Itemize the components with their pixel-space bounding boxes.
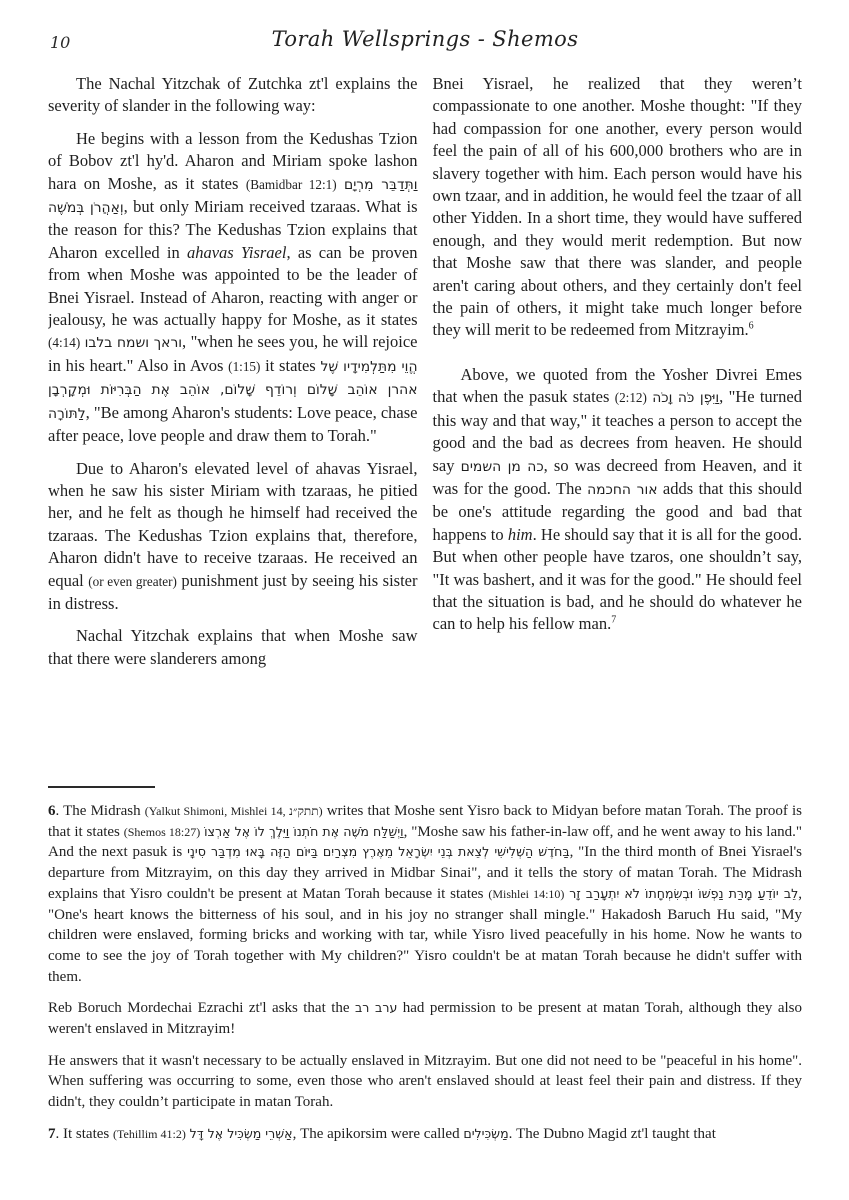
text-run: had permission to be present at matan Torah, although they also weren't enslaved in Mitzrayim! [48,1000,802,1038]
text-run: Due to Aharon's elevated level of ahavas Yisrael, when he saw his sister Miriam with tzaraas, he pitied her, and he felt as though he himself had received the tzaraas. The Kedushas Tzion explains that, therefore, Aharon didn't have to receive tzaraas. He received an equal [48,458,418,590]
source-reference: (Mishlei 14:10) [488,886,565,901]
text-run: , "Moshe saw his father-in-law off, and he went away to his land." And the next pasuk is [48,823,802,861]
text-run: , "when he sees you, he will rejoice in his heart." Also in Avos [48,332,418,375]
paragraph [48,1051,802,1113]
source-reference: (Bamidbar 12:1) [245,176,337,192]
paragraph [48,801,802,987]
italic-text: ahavas Yisrael [186,242,287,262]
italic-text: him [507,524,533,544]
source-reference: (Tehillim 41:2) [113,1126,186,1141]
footnote-number: 7 [48,1125,56,1142]
page-number: 10 [50,33,71,52]
paragraph [48,73,418,118]
paragraph [48,128,418,448]
paragraph [433,73,803,342]
right-column [433,73,803,785]
text-run: , but only Miriam received tzaraas. What is the reason for this? The Kedushas Tzion explains that Aharon excelled in [48,197,418,262]
paragraph [433,364,803,636]
page-title: Torah Wellsprings - Shemos [271,27,579,51]
hebrew-text: וַיִּפֶן כֹּה וָכֹה [652,390,720,407]
text-run: . He should say that it is all for the good. But when other people have tzaros, one shouldn’t say, "It was bashert, and it was for the good." He should feel that the situation is bad, and he should do whatever he can to help his fellow man. [432,524,802,634]
text-run: . The Dubno Magid zt'l taught that [508,1125,716,1142]
text-run: , as can be proven from when Moshe was appointed to be the leader of Bnei Yisrael. Instead of Aharon, reacting with anger or jealousy, he was actually happy for Moshe, as it states [48,242,418,330]
text-run [337,174,344,193]
hebrew-text: מַשְׂכִּילִים [463,1125,509,1141]
hebrew-text: בַּחֹדֶשׁ הַשְּׁלִישִׁי לְצֵאת בְּנֵי יִשְׂרָאֵל מֵאֶרֶץ מִצְרַיִם בַּיּוֹם הַזֶּה בָּאוּ מִדְבַּר סִינָי [187,844,570,860]
source-reference: (4:14) [48,335,81,351]
body-columns [48,73,802,785]
text-run: adds that this should be one's attitude regarding the good and bad that happens to [432,478,802,544]
paragraph [48,625,418,670]
hebrew-text: וראך ושמח בלבו [84,335,183,352]
text-run: it states [260,355,321,375]
text-run: . It states [55,1125,113,1142]
hebrew-text: הֱוֵי מִתַּלְמִידָיו שֶׁל אהרן אוֹהֵב שָׁלוֹם וְרוֹדֵף שָׁלוֹם, אוֹהֵב אֶת הַבְּרִיּוֹת וּמְקָרְבָן לַתּוֹרָה [48,358,418,422]
text-run: The Nachal Yitzchak of Zutchka zt'l explains the severity of slander in the following way: [48,74,418,116]
text-run: , so was decreed from Heaven, and it was for the good. The [432,455,802,498]
page-header [48,27,802,61]
paragraph [48,1124,802,1145]
left-column [48,73,418,785]
footnote-separator [48,786,155,788]
text-run: He begins with a lesson from the Kedushas Tzion of Bobov zt'l hy'd. Aharon and Miriam spoke lashon hara on Moshe, as it states [48,128,418,193]
text-run: He answers that it wasn't necessary to be actually enslaved in Mitzrayim. But one did not need to be "peaceful in his home". When suffering was occurring to some, even those who aren't enslaved should at least feel their pain and distress. If they didn't, they couldn’t participate in matan Torah. [48,1052,802,1111]
source-reference: (or even greater) [88,573,177,589]
hebrew-text: אַשְׁרֵי מַשְׂכִּיל אֶל דָּל [189,1125,293,1141]
footnote-marker: 7 [611,614,617,626]
text-run: Bnei Yisrael, he realized that they weren’t compassionate to one another. Moshe thought: "If they had compassion for one another, every person would feel the pain of all of his 600,000 brothers who are in slavery together with him. Each person would have his own tzaar, and in addition, he would feel the tzaar of all other Yidden. In a short time, they would have suffered enough, and they would merit redemption. But now that Moshe saw that there was slander, and people aren't caring about others, and they certainly don't feel the pain of others, it might take much longer before they will merit to be redeemed from Mitzrayim. [432,74,802,340]
text-run: punishment just by seeing his sister in distress. [48,570,418,613]
source-reference: (2:12) [614,390,647,406]
text-run: , The apikorsim were called [292,1125,464,1142]
text-run: . The Midrash [55,803,145,819]
source-reference: (Yalkut Shimoni, Mishlei 14, תתק״נ) [144,804,323,818]
footnote-number: 6 [48,803,56,819]
text-run: writes that Moshe sent Yisro back to Midyan before matan Torah. The proof is that it states [48,803,802,840]
hebrew-text: וַתְּדַבֵּר מִרְיָם וְאַהֲרֹן בְּמֹשֶׁה [48,176,418,217]
text-run: , "One's heart knows the bitterness of his soul, and in his joy no stranger shall mingle." Hakadosh Baruch Hu said, "My children were enslaved, forming bricks and working with tar, while Yisro lived peacefully in his home. Now he wants to come to see the joy of Torah together with My children?" Yisro couldn't be at matan Torah because he didn't suffer with them. [48,885,802,985]
footnote-marker: 6 [748,320,754,332]
hebrew-text: ערב רב [354,1000,398,1016]
text-run: , "In the third month of Bnei Yisrael's departure from Mitzrayim, on this day they arrived in Midbar Sinai", and it tells the story of matan Torah. The Midrash explains that Yisro couldn't be present at Matan Torah because it states [48,844,802,902]
text-run: , "Be among Aharon's students: Love peace, chase after peace, love people and draw them to Torah." [48,402,418,446]
paragraph [48,458,418,616]
text-run: , "He turned this way and that way," it teaches a person to accept the good and the bad as decrees from heaven. He should say [432,387,802,475]
paragraph [48,998,802,1039]
hebrew-text: לֵב יוֹדֵעַ מָרַּת נַפְשׁוֹ וּבְשִׂמְחָתוֹ לֹא יִתְעָרַב זָר [569,885,799,901]
hebrew-text: כה מן השמים [460,458,544,475]
hebrew-text: וַיְשַׁלַּח מֹשֶׁה אֶת חֹתְנוֹ וַיֵּלֶךְ לוֹ אֶל אַרְצוֹ [204,823,404,839]
hebrew-text: אור החכמה [587,481,658,498]
text-run: Reb Boruch Mordechai Ezrachi zt'l asks that the [48,1000,355,1017]
source-reference: (Shemos 18:27) [123,824,201,839]
source-reference: (1:15) [228,358,261,374]
text-run: Above, we quoted from the Yosher Divrei Emes that when the pasuk states [432,364,802,407]
footnotes-section [48,801,802,1168]
text-run: Nachal Yitzchak explains that when Moshe saw that there were slanderers among [48,626,418,668]
